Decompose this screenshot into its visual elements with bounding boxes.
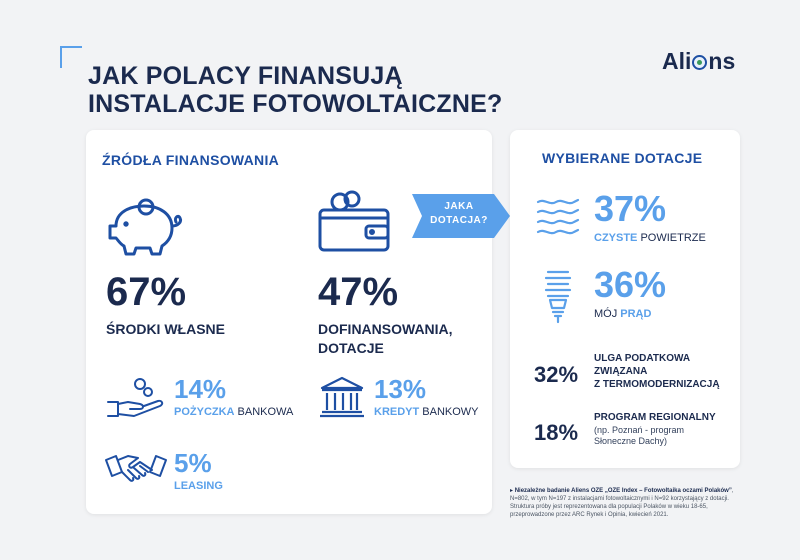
wallet-icon	[314, 190, 394, 254]
regional-program-subtitle	[594, 425, 684, 447]
title-line-1: JAK POLACY FINANSUJĄ	[88, 62, 403, 90]
leasing-label-highlight: LEASING	[174, 480, 223, 492]
tax-relief-label-line-1: ULGA PODATKOWA	[594, 353, 691, 364]
my-power-label	[594, 308, 651, 320]
my-power-percent: 36%	[594, 264, 667, 305]
financing-sources-title: ŹRÓDŁA FINANSOWANIA	[102, 152, 280, 168]
handshake-icon	[104, 450, 168, 486]
leasing-label	[174, 480, 223, 492]
footnote-arrow-icon: ▸	[510, 488, 514, 494]
cofinancing-label-line-1: DOFINANSOWANIA,	[318, 321, 453, 337]
globe-icon	[692, 55, 707, 70]
loan-percent: 14%	[174, 374, 227, 404]
loan-label-highlight: POŻYCZKA	[174, 406, 235, 418]
my-power-label-highlight: PRĄD	[620, 308, 652, 320]
loan-label	[174, 406, 293, 418]
cofinancing-percent: 47%	[318, 270, 399, 314]
corner-bracket	[60, 46, 82, 68]
clean-air-percent: 37%	[594, 188, 667, 229]
credit-label-rest: BANKOWY	[419, 406, 479, 418]
my-power-label-rest: MÓJ	[594, 308, 621, 320]
credit-label-highlight: KREDYT	[374, 406, 420, 418]
regional-program-label: PROGRAM REGIONALNY	[594, 412, 716, 423]
loan-label-rest: BANKOWA	[234, 406, 294, 418]
piggy-bank-icon	[102, 196, 188, 258]
regional-program-percent: 18%	[534, 420, 579, 445]
tax-relief-percent: 32%	[534, 362, 579, 387]
wind-icon	[534, 194, 582, 242]
own-funds-label: ŚRODKI WŁASNE	[106, 321, 225, 337]
tax-relief-label-line-3: Z TERMOMODERNIZACJĄ	[594, 379, 720, 390]
grant-question-text	[420, 200, 498, 228]
cofinancing-label-line-2: DOTACJE	[318, 340, 384, 356]
grant-question-line-1: JAKA	[444, 201, 474, 212]
clean-air-label-highlight: CZYSTE	[594, 232, 638, 244]
tax-relief-label	[594, 352, 720, 391]
regional-program-subtitle-line-1: (np. Poznań - program	[594, 425, 685, 435]
credit-percent: 13%	[374, 374, 427, 404]
regional-program-subtitle-line-2: Słoneczne Dachy)	[594, 436, 668, 446]
bank-building-icon	[318, 374, 366, 420]
cofinancing-label	[318, 320, 453, 358]
logo-text-right: ns	[708, 48, 736, 74]
light-bulb-icon	[538, 266, 578, 326]
brand-logo	[662, 48, 735, 75]
own-funds-percent: 67%	[106, 270, 187, 314]
clean-air-label-rest: POWIETRZE	[637, 232, 706, 244]
tax-relief-label-line-2: ZWIĄZANA	[594, 366, 648, 377]
title-line-2: INSTALACJE FOTOWOLTAICZNE?	[88, 90, 503, 118]
logo-text-left: Ali	[662, 48, 692, 74]
grant-question-line-2: DOTACJA?	[430, 215, 488, 226]
hand-coins-icon	[104, 376, 168, 420]
source-footnote	[510, 487, 746, 519]
footnote-bold: Niezależne badanie Aliens OZE „OZE Index – Fotowoltaika oczami Polaków”	[514, 488, 732, 494]
clean-air-label	[594, 232, 706, 244]
page-title	[88, 62, 502, 118]
leasing-percent: 5%	[174, 448, 212, 478]
chosen-grants-title: WYBIERANE DOTACJE	[542, 150, 703, 166]
credit-label	[374, 406, 479, 418]
financing-sources-card	[86, 130, 492, 514]
footnote-text: , N=802, w tym N=197 z instalacjami fotowoltaicznymi i N=92 korzystający z dotacji. Struktura próby jest reprezentowana dla populacji Polaków w wieku 18-65, przeprowadzone przez ARC Rynek i Opinia, kwiecień 2021.	[510, 488, 734, 518]
chosen-grants-card	[510, 130, 740, 468]
